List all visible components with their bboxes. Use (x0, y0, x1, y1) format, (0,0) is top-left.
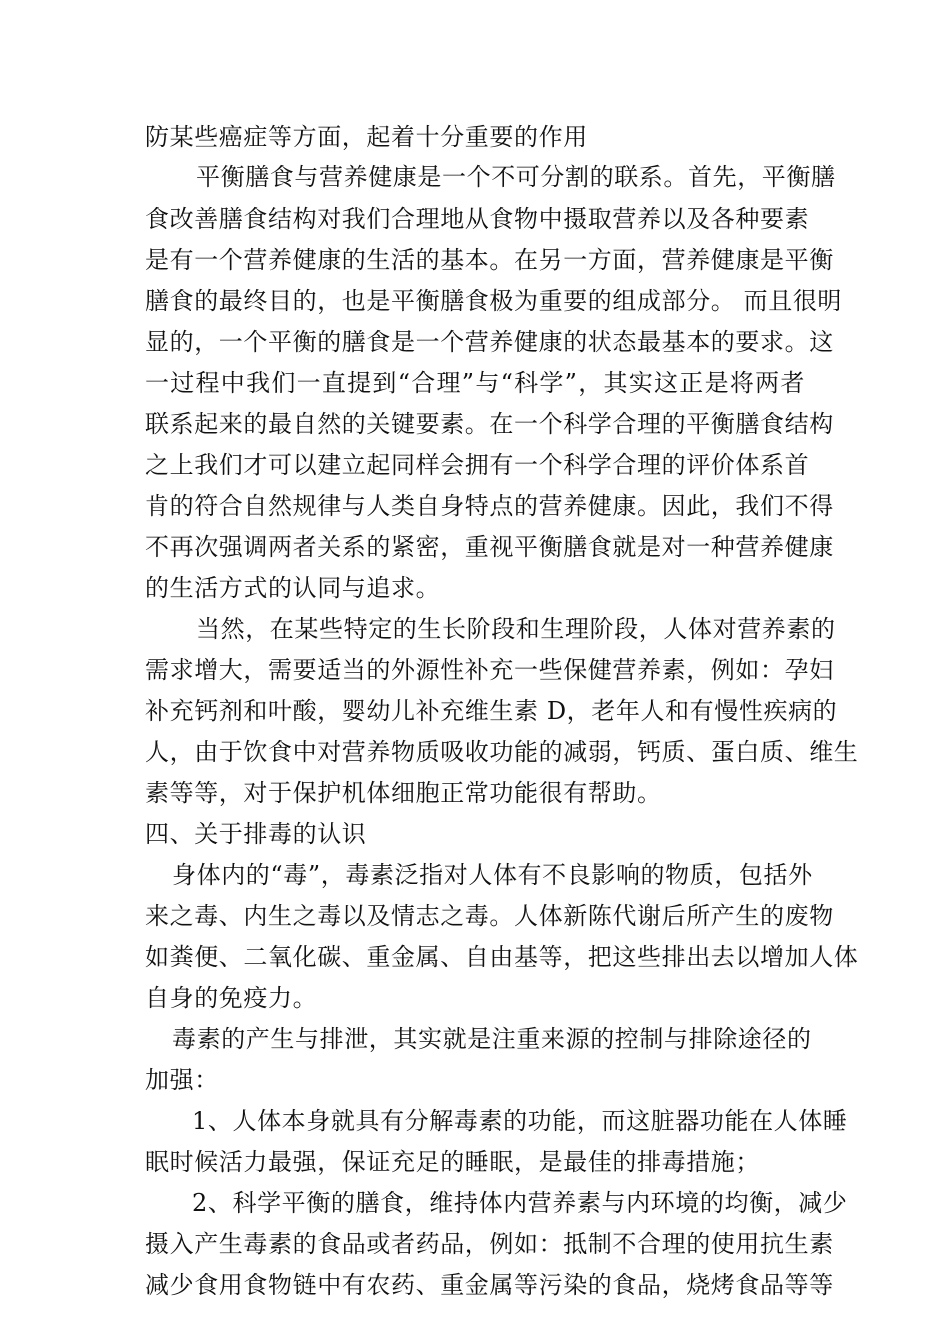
paragraph-line: 是有一个营养健康的生活的基本。在另一方面，营养健康是平衡 (145, 246, 834, 274)
paragraph-line: 身体内的“毒”，毒素泛指对人体有不良影响的物质，包括外 (172, 861, 813, 889)
paragraph-line: 自身的免疫力。 (145, 984, 318, 1012)
paragraph-line: 来之毒、内生之毒以及情志之毒。人体新陈代谢后所产生的废物 (145, 902, 834, 930)
paragraph-line: 一过程中我们一直提到“合理”与“科学”，其实这正是将两者 (145, 369, 805, 397)
paragraph-line: 联系起来的最自然的关键要素。在一个科学合理的平衡膳食结构 (145, 410, 834, 438)
paragraph-line: 显的，一个平衡的膳食是一个营养健康的状态最基本的要求。这 (145, 328, 834, 356)
list-item-line: 减少食用食物链中有农药、重金属等污染的食品，烧烤食品等等 (145, 1271, 834, 1299)
paragraph-line: 需求增大，需要适当的外源性补充一些保健营养素，例如：孕妇 (145, 656, 834, 684)
list-item-line: 2、科学平衡的膳食，维持体内营养素与内环境的均衡，减少 (192, 1189, 848, 1217)
paragraph-line: 平衡膳食与营养健康是一个不可分割的联系。首先，平衡膳 (196, 163, 836, 191)
list-item-line: 1、人体本身就具有分解毒素的功能，而这脏器功能在人体睡 (192, 1107, 848, 1135)
paragraph-line: 食改善膳食结构对我们合理地从食物中摄取营养以及各种要素 (145, 205, 810, 233)
paragraph-line: 当然，在某些特定的生长阶段和生理阶段，人体对营养素的 (196, 615, 836, 643)
paragraph-line: 补充钙剂和叶酸，婴幼儿补充维生素 D，老年人和有慢性疾病的 (145, 697, 838, 725)
paragraph-line: 毒素的产生与排泄，其实就是注重来源的控制与排除途径的 (172, 1025, 812, 1053)
list-item-line: 眠时候活力最强，保证充足的睡眠，是最佳的排毒措施； (145, 1148, 760, 1176)
paragraph-line: 之上我们才可以建立起同样会拥有一个科学合理的评价体系首 (145, 451, 810, 479)
paragraph-line: 膳食的最终目的，也是平衡膳食极为重要的组成部分。 而且很明 (145, 287, 843, 315)
paragraph-line: 不再次强调两者关系的紧密，重视平衡膳食就是对一种营养健康 (145, 533, 834, 561)
paragraph-line: 如粪便、二氧化碳、重金属、自由基等，把这些排出去以增加人体 (145, 943, 859, 971)
section-heading: 四、关于排毒的认识 (145, 820, 367, 848)
list-item-line: 摄入产生毒素的食品或者药品，例如：抵制不合理的使用抗生素 (145, 1230, 834, 1258)
paragraph-line: 防某些癌症等方面，起着十分重要的作用 (145, 123, 588, 151)
paragraph-line: 的生活方式的认同与追求。 (145, 574, 441, 602)
paragraph-line: 素等等，对于保护机体细胞正常功能很有帮助。 (145, 779, 662, 807)
paragraph-line: 加强： (145, 1066, 219, 1094)
paragraph-line: 人，由于饮食中对营养物质吸收功能的减弱，钙质、蛋白质、维生 (145, 738, 859, 766)
paragraph-line: 肯的符合自然规律与人类自身特点的营养健康。因此，我们不得 (145, 492, 834, 520)
